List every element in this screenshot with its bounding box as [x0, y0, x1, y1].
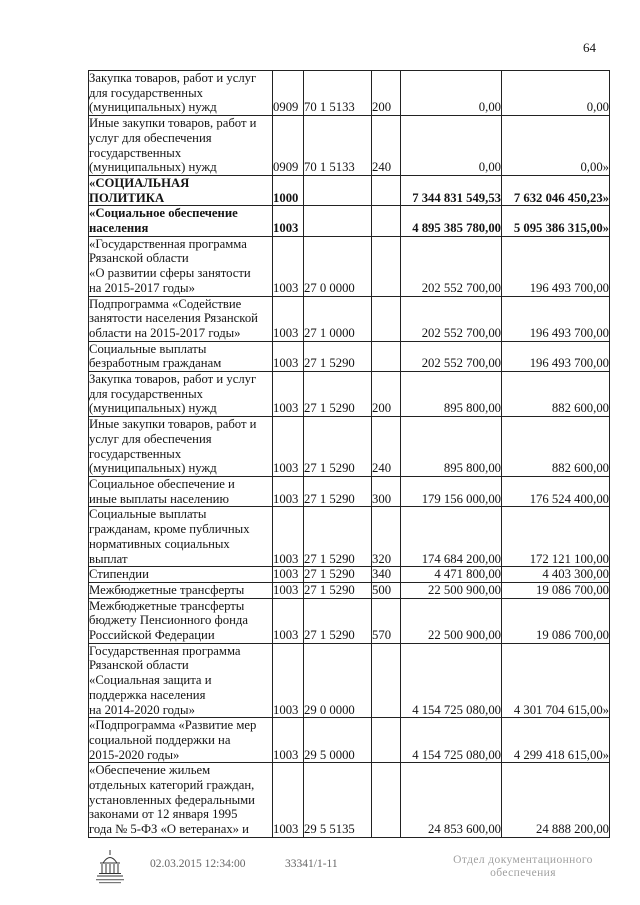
row-amount-2: 0,00 [502, 71, 610, 116]
row-amount-1: 202 552 700,00 [401, 296, 502, 341]
row-amount-2: 196 493 700,00 [502, 236, 610, 296]
row-amount-2: 176 524 400,00 [502, 476, 610, 506]
row-amount-2: 4 299 418 615,00» [502, 718, 610, 763]
row-name: Межбюджетные трансферты бюджету Пенсионного фонда Российской Федерации [89, 598, 273, 643]
row-amount-2: 196 493 700,00 [502, 341, 610, 371]
row-section-code: 1003 [273, 718, 304, 763]
row-name: Иные закупки товаров, работ и услуг для обеспечения государственных (муниципальных) нужд [89, 116, 273, 176]
table-row [89, 507, 610, 567]
footer-department-line-2: обеспечения [490, 867, 556, 879]
row-amount-2: 19 086 700,00 [502, 598, 610, 643]
row-expense-type [372, 718, 401, 763]
row-amount-1: 4 471 800,00 [401, 567, 502, 583]
row-amount-1: 895 800,00 [401, 417, 502, 477]
row-section-code: 1003 [273, 372, 304, 417]
row-section-code: 1003 [273, 598, 304, 643]
row-amount-1: 202 552 700,00 [401, 236, 502, 296]
row-expense-type [372, 763, 401, 838]
stamp-emblem-icon [93, 847, 127, 887]
row-amount-2: 882 600,00 [502, 372, 610, 417]
row-target-article: 27 1 5290 [304, 507, 372, 567]
table-row [89, 643, 610, 718]
row-amount-1: 4 154 725 080,00 [401, 718, 502, 763]
table-row [89, 206, 610, 236]
row-expense-type: 340 [372, 567, 401, 583]
row-name: «Социальное обеспечение населения [89, 206, 273, 236]
row-section-code: 1003 [273, 507, 304, 567]
row-expense-type [372, 341, 401, 371]
row-expense-type: 320 [372, 507, 401, 567]
row-amount-2: 7 632 046 450,23» [502, 175, 610, 205]
row-section-code: 1003 [273, 763, 304, 838]
row-target-article [304, 175, 372, 205]
table-row [89, 598, 610, 643]
row-target-article: 27 1 5290 [304, 476, 372, 506]
row-name: Социальное обеспечение и иные выплаты населению [89, 476, 273, 506]
row-name: Закупка товаров, работ и услуг для государственных (муниципальных) нужд [89, 71, 273, 116]
budget-table-body [89, 71, 610, 838]
row-target-article [304, 206, 372, 236]
row-section-code: 1003 [273, 296, 304, 341]
row-expense-type: 240 [372, 116, 401, 176]
footer-department-line-1: Отдел документационного [453, 854, 593, 866]
row-section-code: 0909 [273, 71, 304, 116]
row-section-code: 1003 [273, 476, 304, 506]
table-row [89, 718, 610, 763]
row-name: Иные закупки товаров, работ и услуг для обеспечения государственных (муниципальных) нужд [89, 417, 273, 477]
page-number: 64 [583, 40, 596, 55]
table-row [89, 417, 610, 477]
row-amount-1: 179 156 000,00 [401, 476, 502, 506]
row-target-article: 27 1 5290 [304, 372, 372, 417]
row-amount-1: 4 895 385 780,00 [401, 206, 502, 236]
table-row [89, 71, 610, 116]
row-name: «Подпрограмма «Развитие мер социальной поддержки на 2015-2020 годы» [89, 718, 273, 763]
row-target-article: 27 1 0000 [304, 296, 372, 341]
row-section-code: 1003 [273, 417, 304, 477]
row-target-article: 27 0 0000 [304, 236, 372, 296]
row-amount-1: 7 344 831 549,53 [401, 175, 502, 205]
row-target-article: 29 0 0000 [304, 643, 372, 718]
row-section-code: 1003 [273, 236, 304, 296]
table-row [89, 236, 610, 296]
table-row [89, 567, 610, 583]
row-expense-type [372, 206, 401, 236]
row-section-code: 1003 [273, 567, 304, 583]
row-expense-type: 200 [372, 71, 401, 116]
footer-department [448, 854, 598, 880]
row-name: Межбюджетные трансферты [89, 582, 273, 598]
row-amount-1: 4 154 725 080,00 [401, 643, 502, 718]
row-amount-1: 174 684 200,00 [401, 507, 502, 567]
row-amount-1: 202 552 700,00 [401, 341, 502, 371]
row-expense-type [372, 175, 401, 205]
row-amount-1: 0,00 [401, 116, 502, 176]
row-name: Подпрограмма «Содействие занятости населения Рязанской области на 2015-2017 годы» [89, 296, 273, 341]
row-expense-type: 300 [372, 476, 401, 506]
row-expense-type [372, 643, 401, 718]
row-name: «Обеспечение жильем отдельных категорий граждан, установленных федеральными законами от 12 января 1995 года № 5-ФЗ «О ветеранах» и [89, 763, 273, 838]
row-name: «Государственная программа Рязанской области «О развитии сферы занятости на 2015-2017 годы» [89, 236, 273, 296]
footer-timestamp: 02.03.2015 12:34:00 [150, 858, 246, 870]
table-row [89, 372, 610, 417]
table-row [89, 341, 610, 371]
row-target-article: 29 5 0000 [304, 718, 372, 763]
budget-table [88, 70, 610, 838]
table-row [89, 296, 610, 341]
row-name: Стипендии [89, 567, 273, 583]
row-name: Социальные выплаты гражданам, кроме публичных нормативных социальных выплат [89, 507, 273, 567]
row-section-code: 1003 [273, 643, 304, 718]
footer-document-number: 33341/1-11 [285, 858, 338, 870]
row-amount-1: 22 500 900,00 [401, 598, 502, 643]
row-amount-2: 172 121 100,00 [502, 507, 610, 567]
row-amount-2: 4 403 300,00 [502, 567, 610, 583]
row-section-code: 1003 [273, 341, 304, 371]
row-amount-1: 22 500 900,00 [401, 582, 502, 598]
row-amount-2: 0,00» [502, 116, 610, 176]
table-row [89, 175, 610, 205]
table-row [89, 763, 610, 838]
row-target-article: 27 1 5290 [304, 598, 372, 643]
row-amount-1: 24 853 600,00 [401, 763, 502, 838]
row-target-article: 27 1 5290 [304, 582, 372, 598]
row-target-article: 70 1 5133 [304, 71, 372, 116]
row-section-code: 0909 [273, 116, 304, 176]
row-section-code: 1003 [273, 206, 304, 236]
row-amount-2: 5 095 386 315,00» [502, 206, 610, 236]
row-amount-1: 0,00 [401, 71, 502, 116]
row-amount-2: 4 301 704 615,00» [502, 643, 610, 718]
table-row [89, 582, 610, 598]
row-expense-type: 570 [372, 598, 401, 643]
row-target-article: 27 1 5290 [304, 417, 372, 477]
row-amount-1: 895 800,00 [401, 372, 502, 417]
row-name: Закупка товаров, работ и услуг для государственных (муниципальных) нужд [89, 372, 273, 417]
row-section-code: 1000 [273, 175, 304, 205]
row-amount-2: 24 888 200,00 [502, 763, 610, 838]
row-amount-2: 19 086 700,00 [502, 582, 610, 598]
row-target-article: 27 1 5290 [304, 341, 372, 371]
row-target-article: 27 1 5290 [304, 567, 372, 583]
row-expense-type [372, 296, 401, 341]
row-expense-type: 240 [372, 417, 401, 477]
row-expense-type: 500 [372, 582, 401, 598]
row-section-code: 1003 [273, 582, 304, 598]
row-name: Государственная программа Рязанской области «Социальная защита и поддержка населения на 2014-2020 годы» [89, 643, 273, 718]
table-row [89, 476, 610, 506]
row-target-article: 70 1 5133 [304, 116, 372, 176]
row-name: Социальные выплаты безработным гражданам [89, 341, 273, 371]
row-amount-2: 882 600,00 [502, 417, 610, 477]
row-amount-2: 196 493 700,00 [502, 296, 610, 341]
row-target-article: 29 5 5135 [304, 763, 372, 838]
row-expense-type [372, 236, 401, 296]
row-name: «СОЦИАЛЬНАЯ ПОЛИТИКА [89, 175, 273, 205]
row-expense-type: 200 [372, 372, 401, 417]
table-row [89, 116, 610, 176]
